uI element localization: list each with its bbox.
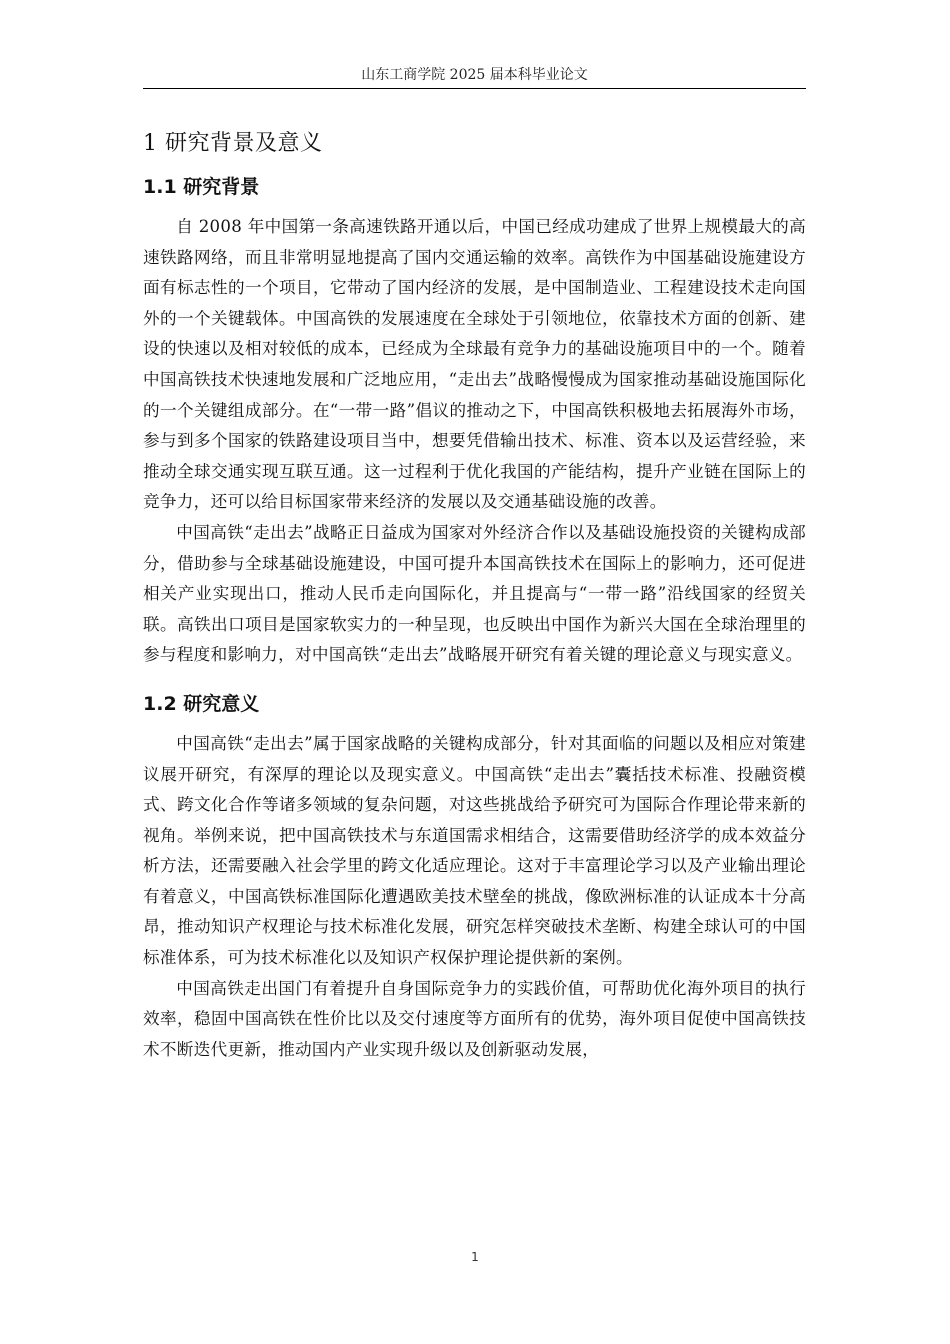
paragraph: 中国高铁走出国门有着提升自身国际竞争力的实践价值，可帮助优化海外项目的执行效率，稳固中国高铁在性价比以及交付速度等方面所有的优势，海外项目促使中国高铁技术不断迭代更新，推动国内产业实现升级以及创新驱动发展， — [143, 978, 806, 1059]
chapter-title: 1 研究背景及意义 — [143, 131, 323, 156]
section-title: 1.1 研究背景 — [143, 176, 260, 198]
paragraph: 中国高铁“走出去”战略正日益成为国家对外经济合作以及基础设施投资的关键构成部分，借助参与全球基础设施建设，中国可提升本国高铁技术在国际上的影响力，还可促进相关产业实现出口，推动人民币走向国际化，并且提高与“一带一路”沿线国家的经贸关联。高铁出口项目是国家软实力的一种呈现，也反映出中国作为新兴大国在全球治理里的参与程度和影响力，对中国高铁“走出去”战略展开研究有着关键的理论意义与现实意义。 — [143, 522, 806, 665]
page-content — [143, 126, 806, 1065]
section-research-background — [143, 172, 806, 671]
section-research-significance — [143, 689, 806, 1066]
section-title: 1.2 研究意义 — [143, 692, 260, 715]
page-number: 1 — [471, 1250, 479, 1264]
header-rule — [143, 88, 806, 89]
running-header: 山东工商学院 2025 届本科毕业论文 — [361, 67, 588, 83]
paragraph: 自 2008 年中国第一条高速铁路开通以后，中国已经成功建成了世界上规模最大的高速铁路网络，而且非常明显地提高了国内交通运输的效率。高铁作为中国基础设施建设方面有标志性的一个项目，它带动了国内经济的发展，是中国制造业、工程建设技术走向国外的一个关键载体。中国高铁的发展速度在全球处于引领地位，依靠技术方面的创新、建设的快速以及相对较低的成本，已经成为全球最有竞争力的基础设施项目中的一个。随着中国高铁技术快速地发展和广泛地应用，“走出去”战略慢慢成为国家推动基础设施国际化的一个关键组成部分。在“一带一路”倡议的推动之下，中国高铁积极地去拓展海外市场，参与到多个国家的铁路建设项目当中，想要凭借输出技术、标准、资本以及运营经验，来推动全球交通实现互联互通。这一过程利于优化我国的产能结构，提升产业链在国际上的竞争力，还可以给目标国家带来经济的发展以及交通基础设施的改善。 — [143, 217, 806, 512]
paragraph: 中国高铁“走出去”属于国家战略的关键构成部分，针对其面临的问题以及相应对策建议展开研究，有深厚的理论以及现实意义。中国高铁“走出去”囊括技术标准、投融资模式、跨文化合作等诸多领域的复杂问题，对这些挑战给予研究可为国际合作理论带来新的视角。举例来说，把中国高铁技术与东道国需求相结合，这需要借助经济学的成本效益分析方法，还需要融入社会学里的跨文化适应理论。这对于丰富理论学习以及产业输出理论有着意义，中国高铁标准国际化遭遇欧美技术壁垒的挑战，像欧洲标准的认证成本十分高昂，推动知识产权理论与技术标准化发展，研究怎样突破技术垄断、构建全球认可的中国标准体系，可为技术标准化以及知识产权保护理论提供新的案例。 — [143, 733, 806, 968]
